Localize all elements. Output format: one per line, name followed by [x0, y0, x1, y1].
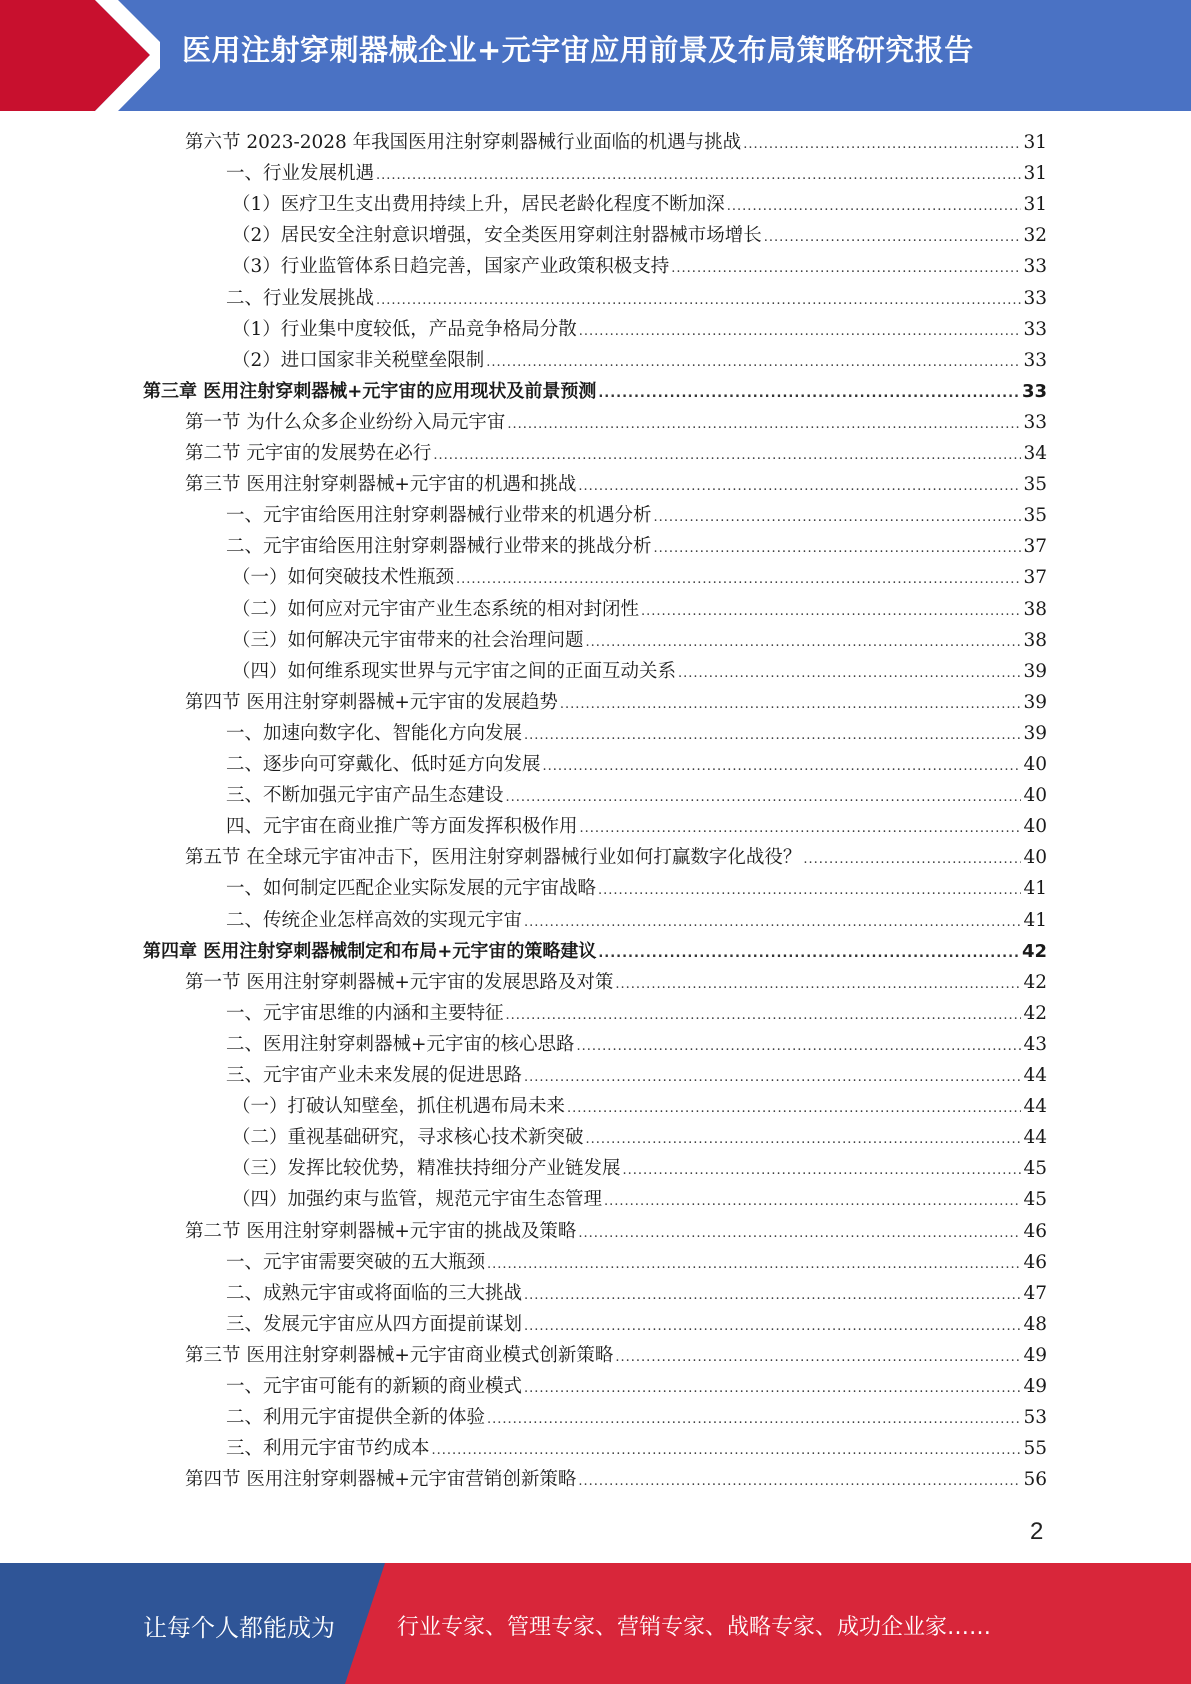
toc-entry-title: 三、利用元宇宙节约成本 [226, 1438, 430, 1460]
toc-entry[interactable] [226, 532, 1047, 562]
toc-dot-leader [604, 1187, 1021, 1217]
toc-entry[interactable] [226, 906, 1047, 936]
toc-dot-leader [486, 348, 1021, 378]
toc-entry-title: 第二节 医用注射穿刺器械+元宇宙的挑战及策略 [185, 1220, 577, 1242]
toc-entry[interactable] [185, 439, 1047, 469]
toc-entry-page: 31 [1023, 163, 1047, 185]
toc-dot-leader [615, 1343, 1021, 1373]
toc-entry[interactable] [226, 1248, 1047, 1278]
toc-dot-leader [764, 223, 1022, 253]
toc-entry-page: 46 [1023, 1251, 1047, 1273]
toc-entry-title: （3）行业监管体系日趋完善，国家产业政策积极支持 [232, 256, 670, 278]
toc-entry-page: 41 [1023, 909, 1047, 931]
toc-dot-leader [678, 659, 1021, 689]
toc-dot-leader [524, 908, 1021, 938]
toc-entry-title: 二、利用元宇宙提供全新的体验 [226, 1407, 486, 1429]
toc-dot-leader [641, 597, 1021, 627]
toc-dot-leader [586, 1125, 1022, 1155]
toc-dot-leader [507, 410, 1021, 440]
header-arrow-decoration [0, 0, 160, 111]
toc-entry[interactable] [232, 595, 1047, 625]
toc-entry[interactable] [226, 159, 1047, 189]
toc-entry-page: 33 [1023, 256, 1047, 278]
toc-entry-title: （四）加强约束与监管，规范元宇宙生态管理 [232, 1189, 603, 1211]
toc-entry[interactable] [185, 1465, 1047, 1495]
toc-dot-leader [433, 441, 1021, 471]
toc-entry-page: 56 [1023, 1469, 1047, 1491]
toc-entry-page: 55 [1023, 1438, 1047, 1460]
toc-entry-page: 37 [1023, 567, 1047, 589]
toc-dot-leader [577, 1032, 1022, 1062]
toc-dot-leader [506, 783, 1022, 813]
toc-entry-title: 第六节 2023-2028 年我国医用注射穿刺器械行业面临的机遇与挑战 [185, 132, 742, 153]
toc-entry-page: 43 [1023, 1033, 1047, 1055]
toc-entry[interactable] [226, 1310, 1047, 1340]
toc-entry-title: 二、行业发展挑战 [226, 287, 375, 309]
toc-entry-page: 45 [1023, 1158, 1047, 1180]
toc-entry-title: 三、不断加强元宇宙产品生态建设 [226, 785, 504, 807]
toc-entry-title: （2）进口国家非关税壁垒限制 [232, 349, 485, 371]
toc-entry-page: 34 [1023, 443, 1047, 464]
toc-entry[interactable] [226, 750, 1047, 780]
toc-entry[interactable] [226, 781, 1047, 811]
toc-dot-leader [432, 1436, 1022, 1466]
toc-entry[interactable] [232, 1123, 1047, 1153]
toc-entry-title: 三、元宇宙产业未来发展的促进思路 [226, 1065, 523, 1086]
toc-entry[interactable] [232, 626, 1047, 656]
toc-dot-leader [524, 1063, 1021, 1093]
toc-entry-title: 一、如何制定匹配企业实际发展的元宇宙战略 [226, 878, 597, 900]
toc-dot-leader [456, 565, 1021, 595]
footer-slogan-left: 让每个人都能成为 [143, 1614, 335, 1642]
toc-entry-page: 42 [1023, 1002, 1047, 1024]
toc-entry[interactable] [232, 563, 1047, 593]
toc-entry-page: 40 [1023, 754, 1047, 775]
toc-dot-leader [487, 1250, 1021, 1280]
toc-entry-page: 38 [1023, 598, 1047, 620]
toc-entry[interactable] [226, 999, 1047, 1029]
toc-entry[interactable] [232, 315, 1047, 345]
toc-dot-leader [524, 1281, 1021, 1311]
toc-entry-title: 第三节 医用注射穿刺器械+元宇宙的机遇和挑战 [185, 474, 577, 496]
footer-banner [0, 1563, 1191, 1684]
toc-dot-leader [654, 503, 1022, 533]
toc-entry[interactable] [226, 1279, 1047, 1309]
toc-dot-leader [560, 690, 1022, 720]
toc-entry-title: 二、医用注射穿刺器械+元宇宙的核心思路 [226, 1033, 575, 1055]
toc-entry[interactable] [226, 719, 1047, 749]
toc-dot-leader [376, 161, 1021, 191]
toc-entry-page: 41 [1023, 878, 1047, 900]
toc-entry-page: 49 [1023, 1344, 1047, 1366]
toc-dot-leader [524, 721, 1021, 751]
toc-entry[interactable] [232, 221, 1047, 251]
header-banner [0, 0, 1191, 111]
toc-entry-page: 40 [1023, 816, 1047, 838]
toc-dot-leader [578, 1467, 1021, 1497]
toc-entry-page: 33 [1023, 318, 1047, 340]
toc-entry-page: 44 [1023, 1096, 1047, 1118]
toc-entry-page: 48 [1023, 1313, 1047, 1335]
toc-entry-title: 一、元宇宙给医用注射穿刺器械行业带来的机遇分析 [226, 505, 652, 527]
toc-dot-leader [487, 1405, 1021, 1435]
toc-entry[interactable] [226, 1030, 1047, 1060]
toc-dot-leader [598, 379, 1020, 409]
toc-entry-title: 一、元宇宙需要突破的五大瓶颈 [226, 1251, 486, 1273]
toc-entry[interactable] [226, 1403, 1047, 1433]
toc-entry-title: 一、行业发展机遇 [226, 163, 375, 185]
toc-entry-page: 40 [1023, 847, 1047, 869]
toc-entry-title: 二、元宇宙给医用注射穿刺器械行业带来的挑战分析 [226, 536, 652, 558]
toc-entry-page: 33 [1023, 349, 1047, 371]
toc-entry-title: （二）如何应对元宇宙产业生态系统的相对封闭性 [232, 598, 640, 620]
toc-dot-leader [615, 970, 1021, 1000]
toc-entry[interactable] [226, 284, 1047, 314]
toc-entry[interactable] [232, 1185, 1047, 1215]
toc-dot-leader [586, 628, 1022, 658]
toc-entry-title: 第一节 医用注射穿刺器械+元宇宙的发展思路及对策 [185, 971, 614, 993]
toc-dot-leader [727, 192, 1022, 222]
toc-entry-title: 第四节 医用注射穿刺器械+元宇宙的发展趋势 [185, 691, 558, 713]
toc-dot-leader [567, 1094, 1021, 1124]
toc-entry-title: 一、元宇宙可能有的新颖的商业模式 [226, 1376, 523, 1397]
toc-entry-title: 第五节 在全球元宇宙冲击下，医用注射穿刺器械行业如何打赢数字化战役？ [185, 847, 802, 869]
toc-entry[interactable] [226, 1061, 1047, 1091]
toc-entry-page: 42 [1023, 971, 1047, 993]
toc-entry-page: 44 [1023, 1127, 1047, 1149]
toc-entry[interactable] [232, 190, 1047, 220]
toc-entry-title: 第一节 为什么众多企业纷纷入局元宇宙 [185, 411, 506, 433]
toc-entry-title: 一、元宇宙思维的内涵和主要特征 [226, 1002, 504, 1024]
toc-entry-title: （1）行业集中度较低，产品竞争格局分散 [232, 318, 577, 340]
toc-entry-title: 第二节 元宇宙的发展势在必行 [185, 443, 432, 464]
toc-entry-page: 45 [1023, 1189, 1047, 1211]
toc-entry-page: 33 [1023, 411, 1047, 433]
toc-entry[interactable] [185, 128, 1047, 158]
toc-entry-page: 37 [1023, 536, 1047, 558]
toc-chapter-entry[interactable] [143, 937, 1047, 967]
toc-entry-title: （二）重视基础研究，寻求核心技术新突破 [232, 1127, 584, 1149]
toc-entry-page: 32 [1023, 225, 1047, 247]
toc-entry-page: 33 [1023, 287, 1047, 309]
toc-entry-page: 33 [1021, 380, 1047, 402]
toc-dot-leader [623, 1156, 1022, 1186]
toc-entry-page: 40 [1023, 785, 1047, 807]
toc-entry-title: 二、逐步向可穿戴化、低时延方向发展 [226, 754, 541, 775]
report-title: 医用注射穿刺器械企业+元宇宙应用前景及布局策略研究报告 [182, 33, 974, 67]
toc-entry-page: 38 [1023, 629, 1047, 651]
toc-entry-page: 44 [1023, 1065, 1047, 1086]
toc-dot-leader [743, 130, 1021, 160]
toc-entry-title: （2）居民安全注射意识增强，安全类医用穿刺注射器械市场增长 [232, 225, 762, 247]
toc-entry[interactable] [232, 252, 1047, 282]
toc-entry-title: 第四节 医用注射穿刺器械+元宇宙营销创新策略 [185, 1469, 577, 1491]
toc-entry-title: 第四章 医用注射穿刺器械制定和布局+元宇宙的策略建议 [143, 940, 597, 962]
toc-entry[interactable] [226, 1372, 1047, 1402]
toc-entry[interactable] [185, 408, 1047, 438]
toc-entry[interactable] [226, 1434, 1047, 1464]
toc-entry[interactable] [226, 874, 1047, 904]
toc-entry-page: 39 [1023, 660, 1047, 682]
toc-entry[interactable] [185, 968, 1047, 998]
toc-entry-title: （四）如何维系现实世界与元宇宙之间的正面互动关系 [232, 660, 677, 682]
toc-dot-leader [654, 534, 1022, 564]
toc-entry-title: （三）发挥比较优势，精准扶持细分产业链发展 [232, 1158, 621, 1180]
toc-entry[interactable] [185, 1341, 1047, 1371]
toc-entry-page: 31 [1023, 194, 1047, 216]
toc-dot-leader [803, 845, 1021, 875]
toc-dot-leader [598, 939, 1020, 969]
toc-dot-leader [376, 286, 1021, 316]
toc-entry-title: （1）医疗卫生支出费用持续上升，居民老龄化程度不断加深 [232, 194, 725, 216]
toc-entry[interactable] [226, 501, 1047, 531]
toc-entry-page: 53 [1023, 1407, 1047, 1429]
toc-entry-title: （三）如何解决元宇宙带来的社会治理问题 [232, 629, 584, 651]
toc-entry[interactable] [232, 1154, 1047, 1184]
toc-entry[interactable] [185, 1217, 1047, 1247]
toc-entry-title: 第三节 医用注射穿刺器械+元宇宙商业模式创新策略 [185, 1344, 614, 1366]
toc-entry-title: 四、元宇宙在商业推广等方面发挥积极作用 [226, 816, 578, 838]
toc-entry[interactable] [185, 688, 1047, 718]
toc-entry-page: 31 [1023, 132, 1047, 153]
toc-entry-page: 35 [1023, 505, 1047, 527]
page-number: 2 [1030, 1518, 1044, 1545]
toc-dot-leader [598, 876, 1021, 906]
toc-dot-leader [524, 1312, 1021, 1342]
toc-entry-title: 二、成熟元宇宙或将面临的三大挑战 [226, 1282, 523, 1304]
toc-entry[interactable] [185, 470, 1047, 500]
toc-entry[interactable] [232, 1092, 1047, 1122]
toc-dot-leader [578, 472, 1021, 502]
toc-entry-page: 47 [1023, 1282, 1047, 1304]
toc-dot-leader [543, 752, 1022, 782]
toc-entry-title: 一、加速向数字化、智能化方向发展 [226, 722, 523, 744]
toc-entry-title: （一）如何突破技术性瓶颈 [232, 567, 455, 589]
toc-entry[interactable] [226, 812, 1047, 842]
toc-entry-title: 二、传统企业怎样高效的实现元宇宙 [226, 909, 523, 931]
toc-entry-title: （一）打破认知壁垒，抓住机遇布局未来 [232, 1096, 566, 1118]
toc-dot-leader [671, 254, 1021, 284]
toc-dot-leader [579, 317, 1022, 347]
toc-entry-page: 42 [1021, 940, 1047, 962]
toc-dot-leader [524, 1374, 1021, 1404]
toc-entry-title: 三、发展元宇宙应从四方面提前谋划 [226, 1313, 523, 1335]
toc-entry[interactable] [232, 346, 1047, 376]
toc-dot-leader [580, 814, 1022, 844]
footer-slogan-right: 行业专家、管理专家、营销专家、战略专家、成功企业家…… [397, 1615, 992, 1640]
toc-entry-page: 49 [1023, 1376, 1047, 1397]
toc-entry-page: 35 [1023, 474, 1047, 496]
toc-entry-page: 39 [1023, 691, 1047, 713]
toc-dot-leader [506, 1001, 1022, 1031]
toc-entry-page: 46 [1023, 1220, 1047, 1242]
toc-entry[interactable] [185, 843, 1047, 873]
toc-entry-title: 第三章 医用注射穿刺器械+元宇宙的应用现状及前景预测 [143, 380, 597, 402]
toc-chapter-entry[interactable] [143, 377, 1047, 407]
toc-entry[interactable] [232, 657, 1047, 687]
toc-dot-leader [578, 1219, 1021, 1249]
toc-entry-page: 39 [1023, 722, 1047, 744]
